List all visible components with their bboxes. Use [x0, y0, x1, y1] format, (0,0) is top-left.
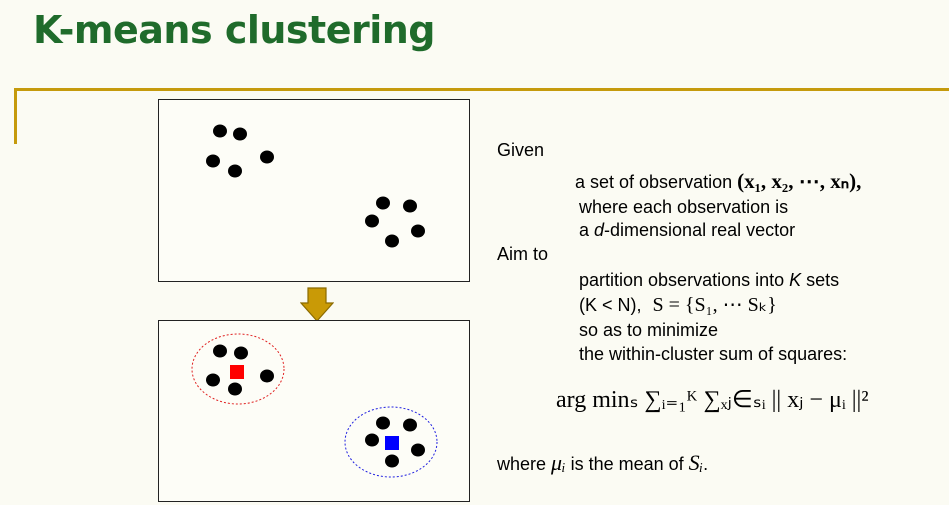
observation-math: (x₁, x₂, ⋯, xₙ), [737, 169, 862, 193]
data-point [228, 165, 242, 178]
constraint: (K < N), [579, 295, 642, 315]
data-point [228, 383, 242, 396]
data-point [376, 197, 390, 210]
centroid-2 [385, 436, 399, 450]
vector-d: d [594, 220, 605, 240]
partition-prefix: partition observations into [579, 270, 790, 290]
vector-prefix: a [579, 220, 595, 240]
data-point [376, 417, 390, 430]
data-point [411, 225, 425, 238]
observation-line [575, 170, 861, 193]
observation-prefix: a set of observation [575, 172, 733, 192]
data-point [233, 128, 247, 141]
data-point [206, 155, 220, 168]
header-rule-vertical [14, 88, 17, 144]
partition-suffix: sets [801, 270, 840, 290]
within-cluster-line: the within-cluster sum of squares: [579, 344, 848, 364]
where-line [497, 452, 708, 475]
data-point [385, 455, 399, 468]
data-point [403, 200, 417, 213]
header-rule [14, 88, 949, 91]
mu-i: μᵢ [551, 450, 566, 475]
data-point [411, 444, 425, 457]
data-point [365, 215, 379, 228]
where-mid: is the mean of [565, 454, 689, 474]
data-point [213, 125, 227, 138]
unclustered-panel [158, 99, 470, 282]
each-observation: where each observation is [579, 197, 789, 217]
given-label: Given [497, 140, 545, 160]
data-point [234, 347, 248, 360]
vector-suffix: -dimensional real vector [604, 220, 796, 240]
data-point [206, 374, 220, 387]
vector-line [579, 219, 795, 241]
s-i: Sᵢ [688, 450, 704, 475]
down-arrow-icon [300, 287, 334, 323]
centroid-1 [230, 365, 244, 379]
set-math: S = {S₁, ⋯ Sₖ} [652, 294, 777, 316]
aim-label: Aim to [497, 244, 549, 264]
unclustered-points [159, 100, 469, 281]
data-point [260, 370, 274, 383]
clustered-points [159, 321, 469, 501]
partition-k: K [789, 270, 802, 290]
data-point [365, 434, 379, 447]
slide-title: K-means clustering [33, 8, 436, 52]
minimize-line: so as to minimize [579, 320, 719, 340]
where-prefix: where [497, 454, 552, 474]
data-point [385, 235, 399, 248]
data-point [213, 345, 227, 358]
partition-line [579, 269, 839, 291]
data-point [403, 419, 417, 432]
constraint-line [579, 294, 777, 316]
where-end: . [703, 454, 709, 474]
clustered-panel [158, 320, 470, 502]
data-point [260, 151, 274, 164]
objective-formula: arg minₛ ∑ᵢ₌₁ᴷ ∑ₓⱼ∈ₛᵢ || xⱼ − μᵢ ||² [556, 387, 869, 413]
